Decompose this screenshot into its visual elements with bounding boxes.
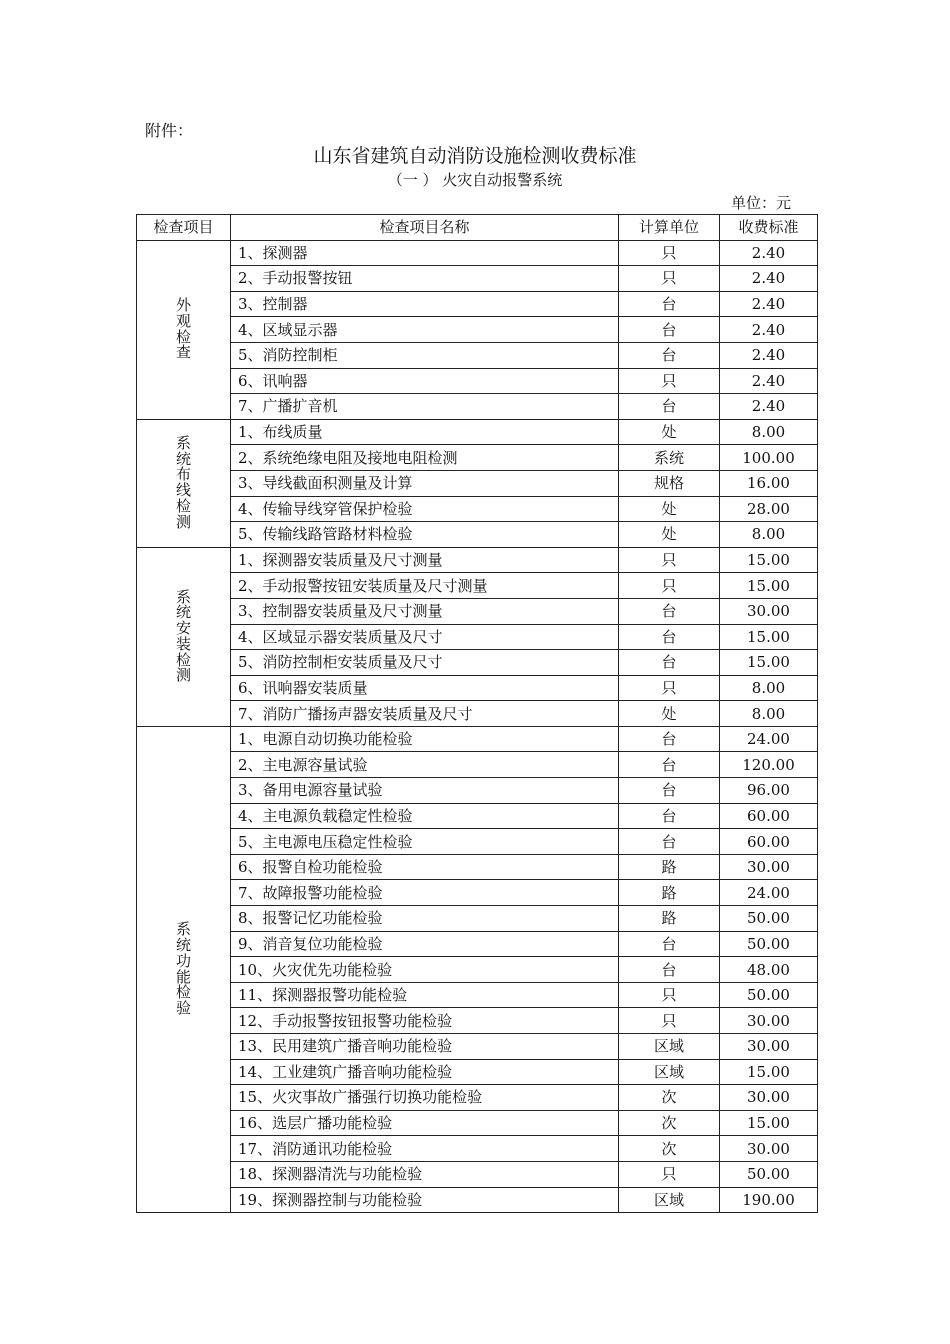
category-label: 外观检查: [176, 296, 192, 362]
unit-cell: 只: [619, 675, 720, 701]
table-row: [137, 803, 818, 829]
table-row: [137, 624, 818, 650]
unit-note: 单位：元: [731, 194, 792, 212]
table-row: [137, 650, 818, 676]
fee-cell: 100.00: [720, 445, 818, 471]
item-name-cell: 9、消音复位功能检验: [231, 931, 619, 957]
column-header-fee: 收费标准: [720, 215, 818, 241]
unit-cell: 区域: [619, 1187, 720, 1213]
table-row: [137, 266, 818, 292]
fee-cell: 2.40: [720, 291, 818, 317]
table-row: [137, 982, 818, 1008]
table-row: [137, 496, 818, 522]
table-row: [137, 240, 818, 266]
table-header-row: [137, 215, 818, 241]
unit-cell: 台: [619, 394, 720, 420]
item-name-cell: 1、探测器: [231, 240, 619, 266]
unit-cell: 台: [619, 931, 720, 957]
fee-cell: 28.00: [720, 496, 818, 522]
table-row: [137, 1059, 818, 1085]
fee-cell: 50.00: [720, 906, 818, 932]
unit-cell: 台: [619, 317, 720, 343]
table-row: [137, 726, 818, 752]
table-row: [137, 598, 818, 624]
fee-cell: 190.00: [720, 1187, 818, 1213]
fee-cell: 24.00: [720, 726, 818, 752]
item-name-cell: 7、广播扩音机: [231, 394, 619, 420]
category-label: 系统布线检测: [176, 433, 192, 531]
unit-cell: 台: [619, 650, 720, 676]
column-header-category: 检查项目: [137, 215, 231, 241]
table-row: [137, 829, 818, 855]
table-row: [137, 1161, 818, 1187]
unit-cell: 次: [619, 1085, 720, 1111]
fee-cell: 30.00: [720, 854, 818, 880]
table-row: [137, 1034, 818, 1060]
table-row: [137, 752, 818, 778]
fee-cell: 2.40: [720, 368, 818, 394]
table-row: [137, 906, 818, 932]
unit-cell: 只: [619, 982, 720, 1008]
table-row: [137, 854, 818, 880]
item-name-cell: 2、手动报警按钮: [231, 266, 619, 292]
item-name-cell: 15、火灾事故广播强行切换功能检验: [231, 1085, 619, 1111]
unit-cell: 台: [619, 624, 720, 650]
fee-cell: 2.40: [720, 240, 818, 266]
item-name-cell: 5、消防控制柜: [231, 342, 619, 368]
fee-cell: 30.00: [720, 1136, 818, 1162]
unit-cell: 区域: [619, 1059, 720, 1085]
fee-cell: 2.40: [720, 266, 818, 292]
table-row: [137, 880, 818, 906]
unit-cell: 只: [619, 547, 720, 573]
table-row: [137, 394, 818, 420]
document-subtitle: （一 ） 火灾自动报警系统: [387, 171, 563, 189]
item-name-cell: 19、探测器控制与功能检验: [231, 1187, 619, 1213]
item-name-cell: 14、工业建筑广播音响功能检验: [231, 1059, 619, 1085]
table-row: [137, 1110, 818, 1136]
fee-cell: 15.00: [720, 624, 818, 650]
table-row: [137, 675, 818, 701]
table-row: [137, 317, 818, 343]
document-title: 山东省建筑自动消防设施检测收费标准: [313, 145, 637, 167]
unit-cell: 只: [619, 1008, 720, 1034]
item-name-cell: 1、探测器安装质量及尺寸测量: [231, 547, 619, 573]
category-label: 系统安装检测: [176, 587, 192, 685]
unit-cell: 处: [619, 496, 720, 522]
fee-cell: 60.00: [720, 803, 818, 829]
fee-cell: 8.00: [720, 419, 818, 445]
item-name-cell: 18、探测器清洗与功能检验: [231, 1161, 619, 1187]
item-name-cell: 8、报警记忆功能检验: [231, 906, 619, 932]
item-name-cell: 2、系统绝缘电阻及接地电阻检测: [231, 445, 619, 471]
category-cell: [137, 726, 231, 1212]
unit-cell: 路: [619, 906, 720, 932]
fee-cell: 96.00: [720, 778, 818, 804]
unit-cell: 台: [619, 598, 720, 624]
fee-cell: 60.00: [720, 829, 818, 855]
fee-cell: 15.00: [720, 650, 818, 676]
item-name-cell: 5、消防控制柜安装质量及尺寸: [231, 650, 619, 676]
table-row: [137, 1008, 818, 1034]
unit-cell: 台: [619, 957, 720, 983]
table-row: [137, 547, 818, 573]
fee-cell: 2.40: [720, 317, 818, 343]
unit-cell: 处: [619, 522, 720, 548]
fee-cell: 30.00: [720, 1034, 818, 1060]
fee-cell: 50.00: [720, 1161, 818, 1187]
fee-cell: 16.00: [720, 470, 818, 496]
fee-cell: 8.00: [720, 701, 818, 727]
category-cell: [137, 419, 231, 547]
table-row: [137, 342, 818, 368]
item-name-cell: 1、电源自动切换功能检验: [231, 726, 619, 752]
fee-cell: 24.00: [720, 880, 818, 906]
unit-cell: 台: [619, 342, 720, 368]
item-name-cell: 7、消防广播扬声器安装质量及尺寸: [231, 701, 619, 727]
category-cell: [137, 240, 231, 419]
fee-cell: 15.00: [720, 1110, 818, 1136]
unit-cell: 区域: [619, 1034, 720, 1060]
unit-cell: 台: [619, 803, 720, 829]
item-name-cell: 2、手动报警按钮安装质量及尺寸测量: [231, 573, 619, 599]
attachment-label: 附件：: [145, 121, 194, 140]
fee-cell: 120.00: [720, 752, 818, 778]
fee-cell: 15.00: [720, 1059, 818, 1085]
unit-cell: 路: [619, 854, 720, 880]
unit-cell: 系统: [619, 445, 720, 471]
item-name-cell: 6、讯响器安装质量: [231, 675, 619, 701]
fee-cell: 8.00: [720, 675, 818, 701]
fee-cell: 15.00: [720, 547, 818, 573]
unit-cell: 台: [619, 778, 720, 804]
item-name-cell: 4、传输导线穿管保护检验: [231, 496, 619, 522]
item-name-cell: 13、民用建筑广播音响功能检验: [231, 1034, 619, 1060]
unit-cell: 只: [619, 240, 720, 266]
unit-cell: 次: [619, 1136, 720, 1162]
unit-cell: 台: [619, 829, 720, 855]
item-name-cell: 5、主电源电压稳定性检验: [231, 829, 619, 855]
item-name-cell: 3、备用电源容量试验: [231, 778, 619, 804]
item-name-cell: 6、报警自检功能检验: [231, 854, 619, 880]
item-name-cell: 11、探测器报警功能检验: [231, 982, 619, 1008]
table-row: [137, 1085, 818, 1111]
table-row: [137, 778, 818, 804]
table-body: [137, 240, 818, 1213]
fee-cell: 8.00: [720, 522, 818, 548]
item-name-cell: 3、控制器安装质量及尺寸测量: [231, 598, 619, 624]
fee-standard-table: [136, 214, 818, 1213]
table-row: [137, 957, 818, 983]
unit-cell: 台: [619, 291, 720, 317]
fee-cell: 48.00: [720, 957, 818, 983]
item-name-cell: 5、传输线路管路材料检验: [231, 522, 619, 548]
item-name-cell: 2、主电源容量试验: [231, 752, 619, 778]
item-name-cell: 1、布线质量: [231, 419, 619, 445]
table-row: [137, 419, 818, 445]
unit-cell: 台: [619, 726, 720, 752]
fee-cell: 50.00: [720, 982, 818, 1008]
table-row: [137, 522, 818, 548]
unit-cell: 规格: [619, 470, 720, 496]
item-name-cell: 17、消防通讯功能检验: [231, 1136, 619, 1162]
fee-cell: 2.40: [720, 342, 818, 368]
unit-cell: 只: [619, 266, 720, 292]
unit-cell: 处: [619, 419, 720, 445]
unit-cell: 只: [619, 368, 720, 394]
table-row: [137, 291, 818, 317]
unit-cell: 只: [619, 1161, 720, 1187]
fee-cell: 30.00: [720, 1008, 818, 1034]
unit-cell: 处: [619, 701, 720, 727]
item-name-cell: 4、区域显示器安装质量及尺寸: [231, 624, 619, 650]
item-name-cell: 7、故障报警功能检验: [231, 880, 619, 906]
table-row: [137, 931, 818, 957]
item-name-cell: 16、选层广播功能检验: [231, 1110, 619, 1136]
table-row: [137, 470, 818, 496]
table-row: [137, 1136, 818, 1162]
fee-cell: 30.00: [720, 598, 818, 624]
item-name-cell: 6、讯响器: [231, 368, 619, 394]
item-name-cell: 10、火灾优先功能检验: [231, 957, 619, 983]
category-label: 系统功能检验: [176, 920, 192, 1018]
fee-cell: 15.00: [720, 573, 818, 599]
fee-cell: 2.40: [720, 394, 818, 420]
unit-cell: 次: [619, 1110, 720, 1136]
column-header-item-name: 检查项目名称: [231, 215, 619, 241]
column-header-unit: 计算单位: [619, 215, 720, 241]
unit-cell: 路: [619, 880, 720, 906]
item-name-cell: 3、控制器: [231, 291, 619, 317]
table-row: [137, 368, 818, 394]
fee-cell: 30.00: [720, 1085, 818, 1111]
fee-cell: 50.00: [720, 931, 818, 957]
item-name-cell: 12、手动报警按钮报警功能检验: [231, 1008, 619, 1034]
unit-cell: 只: [619, 573, 720, 599]
unit-cell: 台: [619, 752, 720, 778]
table-row: [137, 573, 818, 599]
table-row: [137, 445, 818, 471]
category-cell: [137, 547, 231, 726]
item-name-cell: 3、导线截面积测量及计算: [231, 470, 619, 496]
item-name-cell: 4、主电源负载稳定性检验: [231, 803, 619, 829]
item-name-cell: 4、区域显示器: [231, 317, 619, 343]
table-row: [137, 1187, 818, 1213]
table-row: [137, 701, 818, 727]
